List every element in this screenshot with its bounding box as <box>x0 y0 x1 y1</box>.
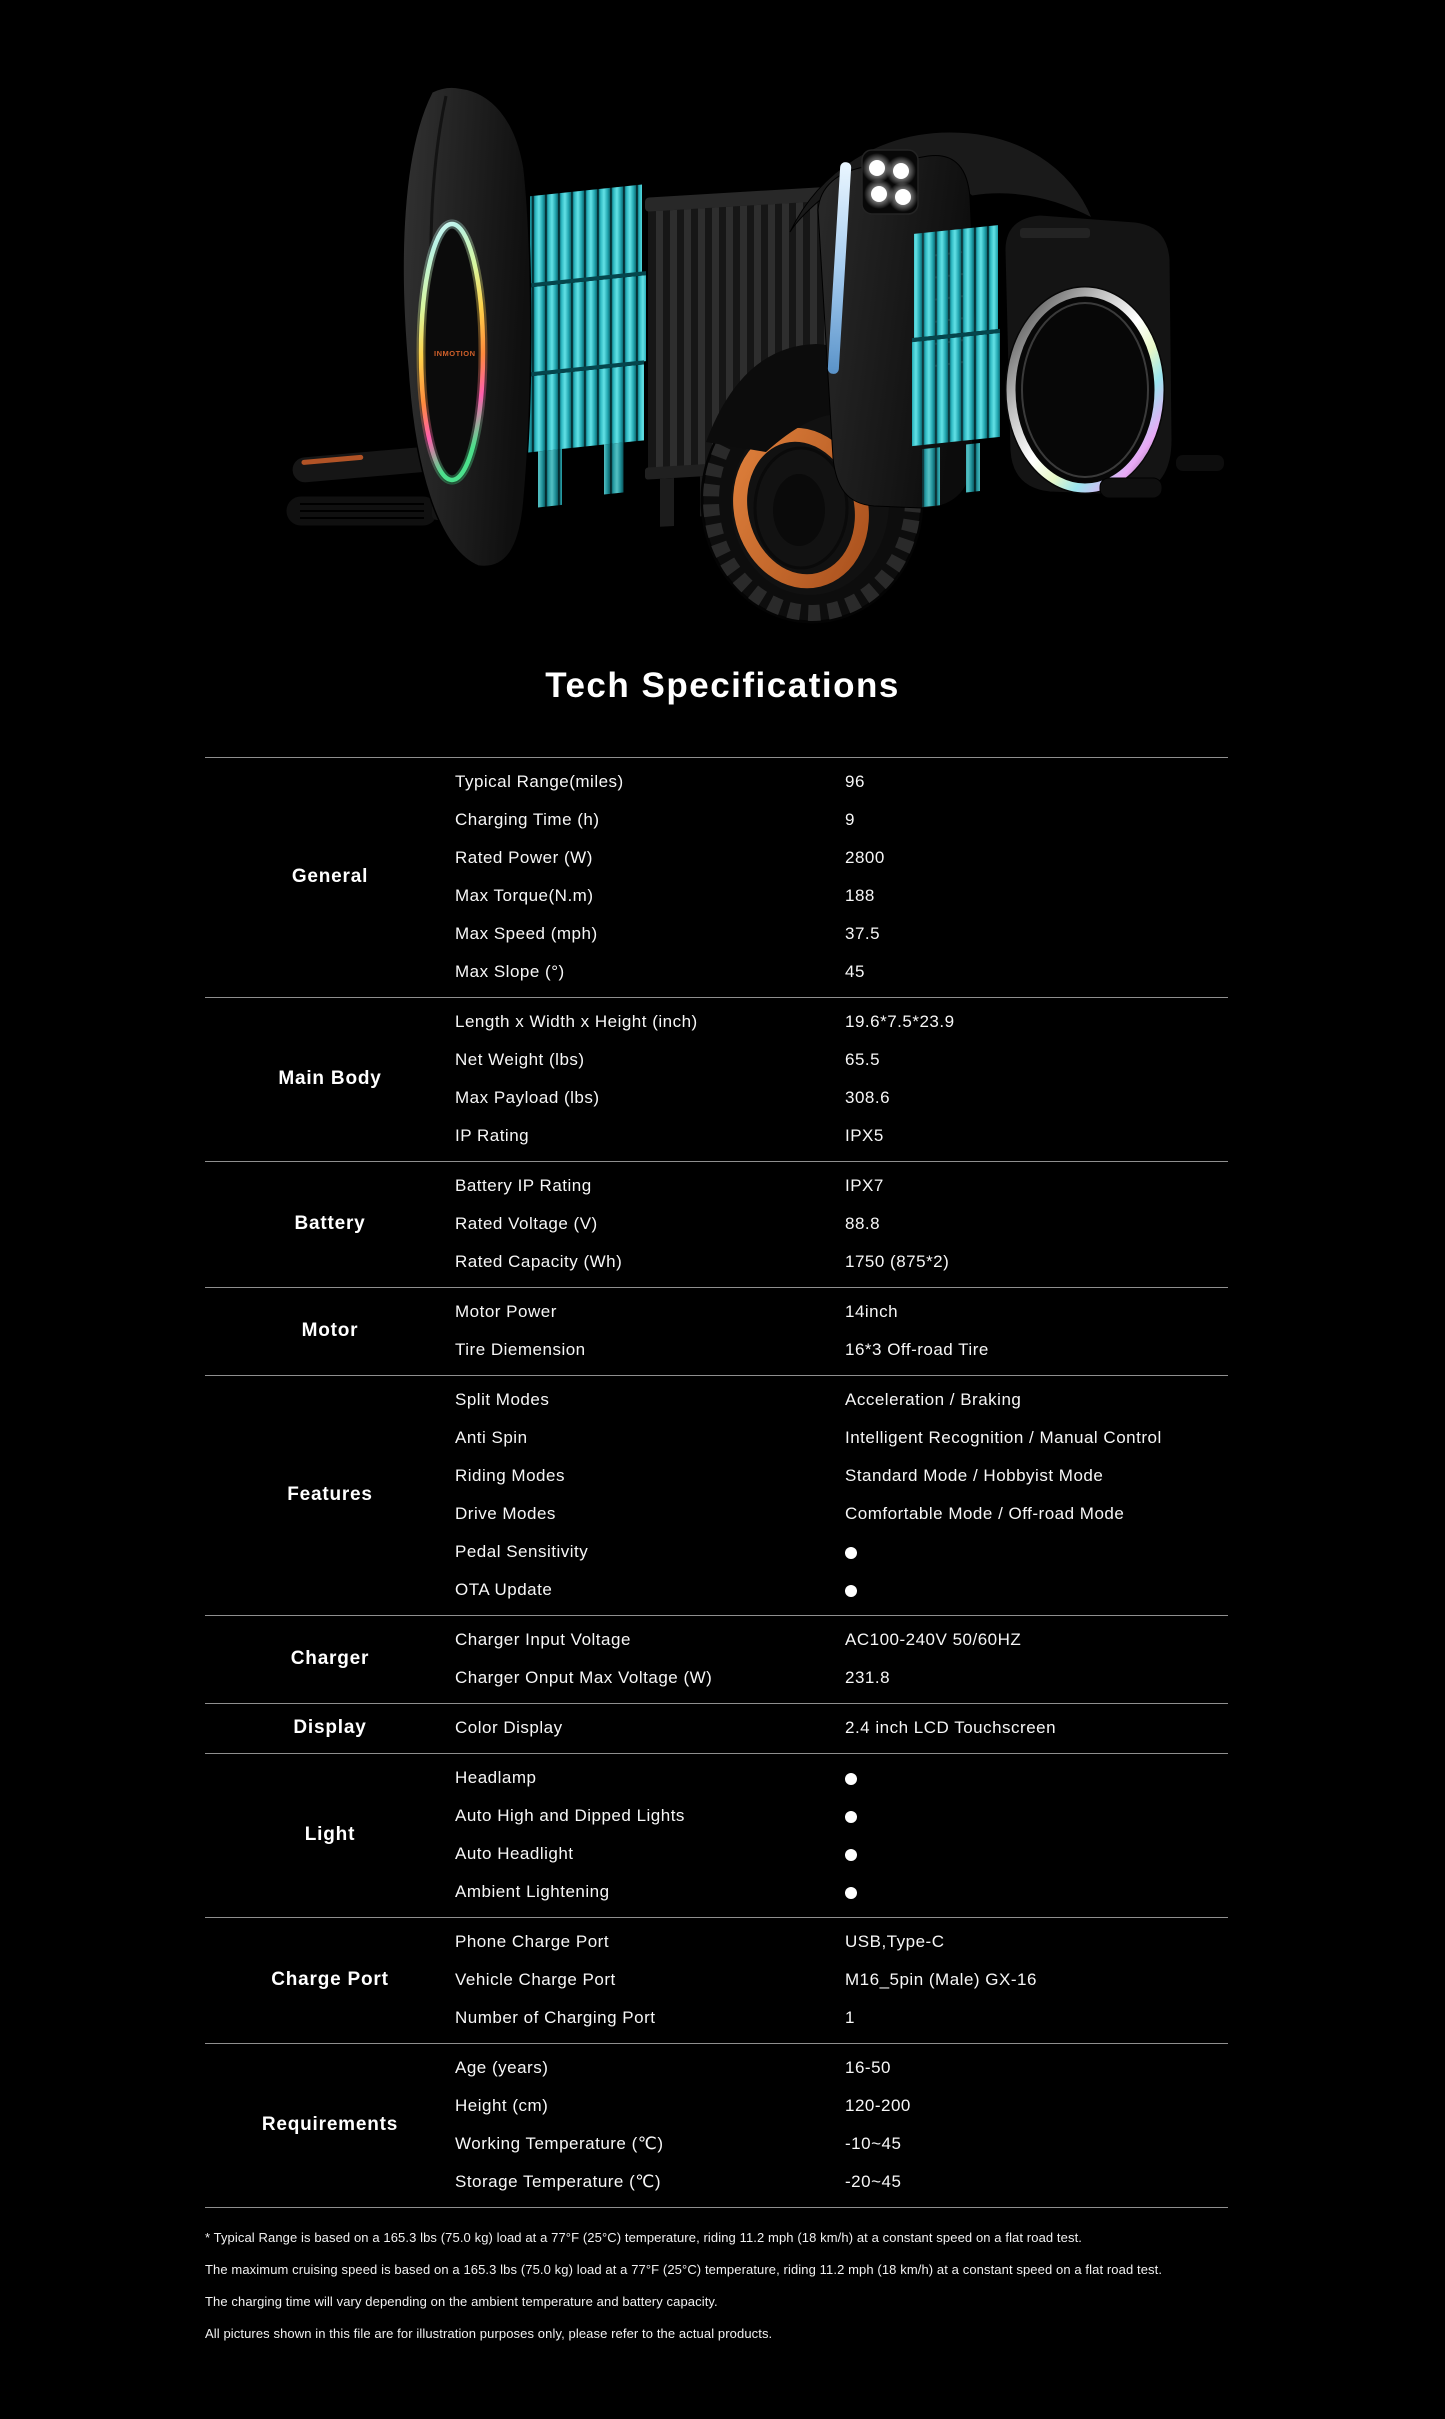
spec-section <box>205 1615 1228 1703</box>
spec-value: M16_5pin (Male) GX-16 <box>845 1970 1037 1989</box>
spec-value: -20~45 <box>845 2172 902 2191</box>
spec-table <box>205 757 1228 2208</box>
feature-dot <box>845 1547 857 1559</box>
spec-value <box>845 1768 1228 1788</box>
spec-value: 1750 (875*2) <box>845 1252 950 1271</box>
spec-label: Ambient Lightening <box>455 1882 610 1901</box>
spec-value <box>845 1882 1228 1902</box>
spec-value: Standard Mode / Hobbyist Mode <box>845 1466 1104 1485</box>
footnote: All pictures shown in this file are for illustration purposes only, please refer to the actual products. <box>205 2326 773 2341</box>
spec-row <box>455 839 1228 877</box>
spec-row <box>455 1835 1228 1873</box>
spec-label: OTA Update <box>455 1580 553 1599</box>
headlight <box>862 150 918 214</box>
spec-label: Anti Spin <box>455 1428 528 1447</box>
spec-row <box>455 2163 1228 2201</box>
spec-label: Rated Voltage (V) <box>455 1214 598 1233</box>
spec-section <box>205 1703 1228 1753</box>
spec-label: Auto Headlight <box>455 1844 574 1863</box>
spec-value: Comfortable Mode / Off-road Mode <box>845 1504 1125 1523</box>
spec-label: Max Torque(N.m) <box>455 886 594 905</box>
page-title: Tech Specifications <box>545 666 900 705</box>
spec-label: Net Weight (lbs) <box>455 1050 585 1069</box>
spec-label: Charger Input Voltage <box>455 1630 631 1649</box>
spec-row <box>455 1961 1228 1999</box>
right-shell <box>1005 215 1224 498</box>
feature-dot <box>845 1811 857 1823</box>
spec-row <box>455 953 1228 991</box>
spec-label: Length x Width x Height (inch) <box>455 1012 698 1031</box>
spec-row <box>455 1709 1228 1747</box>
spec-row <box>455 1759 1228 1797</box>
spec-label: Tire Diemension <box>455 1340 586 1359</box>
spec-value: USB,Type-C <box>845 1932 945 1951</box>
spec-value: 9 <box>845 810 855 829</box>
product-exploded-view <box>0 0 1445 700</box>
spec-label: Max Speed (mph) <box>455 924 598 943</box>
spec-section <box>205 1753 1228 1917</box>
spec-value: 65.5 <box>845 1050 881 1069</box>
spec-row <box>455 1621 1228 1659</box>
battery-pack-left <box>526 184 646 509</box>
spec-row <box>455 2125 1228 2163</box>
spec-value: 2800 <box>845 848 885 867</box>
spec-label: Working Temperature (℃) <box>455 2134 664 2153</box>
spec-row <box>455 1797 1228 1835</box>
spec-label: Rated Capacity (Wh) <box>455 1252 623 1271</box>
spec-value: 188 <box>845 886 875 905</box>
spec-value: IPX7 <box>845 1176 884 1195</box>
spec-value: 88.8 <box>845 1214 881 1233</box>
spec-row <box>455 1923 1228 1961</box>
section-category: General <box>291 866 369 887</box>
spec-value: 308.6 <box>845 1088 891 1107</box>
footnote: The charging time will vary depending on the ambient temperature and battery capacity. <box>205 2294 718 2309</box>
section-rows <box>455 1381 1228 1609</box>
section-category: Features <box>287 1484 373 1505</box>
spec-label: Pedal Sensitivity <box>455 1542 589 1561</box>
brand-logo: INMOTION <box>434 349 476 358</box>
spec-value: -10~45 <box>845 2134 902 2153</box>
spec-label: Motor Power <box>455 1302 557 1321</box>
spec-label: Color Display <box>455 1718 563 1737</box>
spec-section <box>205 1287 1228 1375</box>
spec-value: 37.5 <box>845 924 881 943</box>
spec-row <box>455 1205 1228 1243</box>
spec-label: Split Modes <box>455 1390 550 1409</box>
spec-label: Rated Power (W) <box>455 848 593 867</box>
section-category: Requirements <box>261 2114 399 2135</box>
spec-label: Max Slope (°) <box>455 962 565 981</box>
spec-row <box>455 1243 1228 1281</box>
spec-value: IPX5 <box>845 1126 884 1145</box>
section-category: Charge Port <box>271 1969 389 1990</box>
spec-value: 231.8 <box>845 1668 891 1687</box>
spec-label: Storage Temperature (℃) <box>455 2172 662 2191</box>
spec-value: 19.6*7.5*23.9 <box>845 1012 955 1031</box>
section-rows <box>455 1709 1228 1747</box>
spec-label: Number of Charging Port <box>455 2008 656 2027</box>
spec-value: 96 <box>845 772 865 791</box>
spec-row <box>455 1659 1228 1697</box>
spec-row <box>455 2049 1228 2087</box>
feature-dot <box>845 1773 857 1785</box>
footnote: The maximum cruising speed is based on a 165.3 lbs (75.0 kg) load at a 77°F (25°C) temperature, riding 11.2 mph (18 km/h) at a constant speed on a flat road test. <box>205 2262 1163 2277</box>
spec-row <box>455 1999 1228 2037</box>
spec-label: Phone Charge Port <box>455 1932 610 1951</box>
spec-row <box>455 1873 1228 1911</box>
section-rows <box>455 1759 1228 1911</box>
section-category: Display <box>293 1717 367 1738</box>
left-shell <box>403 87 531 566</box>
spec-value: 14inch <box>845 1302 899 1321</box>
spec-row <box>455 1167 1228 1205</box>
spec-row <box>455 1079 1228 1117</box>
spec-label: Headlamp <box>455 1768 537 1787</box>
spec-label: Age (years) <box>455 2058 549 2077</box>
right-pedal <box>1100 478 1162 498</box>
spec-value: 2.4 inch LCD Touchscreen <box>845 1718 1057 1737</box>
spec-value: Acceleration / Braking <box>845 1390 1022 1409</box>
spec-section <box>205 1917 1228 2043</box>
spec-row <box>455 1381 1228 1419</box>
spec-label: Max Payload (lbs) <box>455 1088 600 1107</box>
spec-section <box>205 757 1228 997</box>
spec-row <box>455 1003 1228 1041</box>
section-category: Motor <box>301 1320 359 1341</box>
product-exploded-view-svg <box>0 0 1445 700</box>
spec-row <box>455 1571 1228 1609</box>
section-category: Light <box>304 1824 356 1845</box>
spec-value <box>845 1542 1228 1562</box>
spec-value <box>845 1580 1228 1600</box>
feature-dot <box>845 1887 857 1899</box>
spec-value: Intelligent Recognition / Manual Control <box>845 1428 1162 1447</box>
feature-dot <box>845 1585 857 1597</box>
spec-value <box>845 1806 1228 1826</box>
spec-label: Auto High and Dipped Lights <box>455 1806 685 1825</box>
spec-row <box>455 801 1228 839</box>
spec-value: 120-200 <box>845 2096 911 2115</box>
spec-label: Drive Modes <box>455 1504 556 1523</box>
spec-label: Charger Onput Max Voltage (W) <box>455 1668 713 1687</box>
footnote: * Typical Range is based on a 165.3 lbs (75.0 kg) load at a 77°F (25°C) temperature, riding 11.2 mph (18 km/h) at a constant speed on a flat road test. <box>205 2230 1083 2245</box>
spec-label: Typical Range(miles) <box>455 772 624 791</box>
spec-row <box>455 1419 1228 1457</box>
spec-section <box>205 2043 1228 2208</box>
spec-value: 16-50 <box>845 2058 891 2077</box>
section-rows <box>455 1621 1228 1697</box>
section-category: Charger <box>290 1648 370 1669</box>
feature-dot <box>845 1849 857 1861</box>
section-rows <box>455 1167 1228 1281</box>
spec-label: Height (cm) <box>455 2096 549 2115</box>
section-rows <box>455 1293 1228 1369</box>
spec-row <box>455 1495 1228 1533</box>
spec-section <box>205 997 1228 1161</box>
section-category: Main Body <box>278 1068 382 1089</box>
spec-value: 1 <box>845 2008 855 2027</box>
spec-row <box>455 1117 1228 1155</box>
spec-row <box>455 1457 1228 1495</box>
spec-row <box>455 915 1228 953</box>
section-rows <box>455 763 1228 991</box>
spec-row <box>455 1293 1228 1331</box>
spec-row <box>455 763 1228 801</box>
spec-row <box>455 1331 1228 1369</box>
section-rows <box>455 1003 1228 1155</box>
section-rows <box>455 2049 1228 2201</box>
spec-value: 45 <box>845 962 865 981</box>
spec-row <box>455 877 1228 915</box>
spec-value: 16*3 Off-road Tire <box>845 1340 989 1359</box>
spec-row <box>455 2087 1228 2125</box>
spec-value <box>845 1844 1228 1864</box>
section-rows <box>455 1923 1228 2037</box>
spec-label: Battery IP Rating <box>455 1176 592 1195</box>
spec-value: AC100-240V 50/60HZ <box>845 1630 1022 1649</box>
spec-section <box>205 1161 1228 1287</box>
spec-label: Riding Modes <box>455 1466 565 1485</box>
spec-row <box>455 1533 1228 1571</box>
section-category: Battery <box>294 1213 366 1234</box>
spec-label: IP Rating <box>455 1126 530 1145</box>
spec-label: Charging Time (h) <box>455 810 600 829</box>
spec-section <box>205 1375 1228 1615</box>
spec-label: Vehicle Charge Port <box>455 1970 616 1989</box>
spec-row <box>455 1041 1228 1079</box>
footnotes <box>205 2228 1310 2356</box>
